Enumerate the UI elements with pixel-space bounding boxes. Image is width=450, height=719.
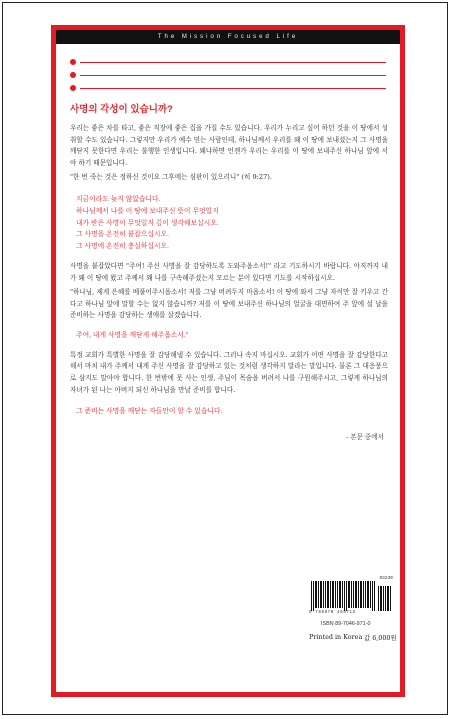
paragraph: "하나님, 제게 은혜를 베풀어주시옵소서! 저를 그냥 버려두지 마옵소서! 이 땅에 와서 그냥 자식만 잘 키우고 간다고 하나님 앞에 말할 수는 없지 않습니까? 저를 이 땅에 보내주신 하나님의 얼굴을 대면하여 주 앞에 설 날을 준비하는 사명을 감당하는 생애를 살겠습니다.	[70, 288, 388, 320]
printed-in-label: Printed in Korea	[309, 633, 363, 641]
bullet-dot	[70, 85, 76, 91]
series-title: The Mission Focused Life	[157, 34, 299, 40]
barcode-addon-digits: 03230	[379, 576, 393, 581]
quote-line: 하나님께서 나를 이 땅에 보내주신 뜻이 무엇일지	[76, 207, 219, 215]
isbn-label: ISBN 89-7046-971-0	[321, 621, 371, 627]
book-back-cover	[2, 2, 448, 715]
quote-line: 지금이라도 늦지 않았습니다.	[76, 195, 161, 203]
cover-text	[70, 104, 388, 443]
rule-line	[70, 82, 386, 95]
quote-line: 그 사명에 온전히 충실하십시오.	[76, 243, 169, 251]
red-quote: 그 준비는 사명을 깨닫는 자들만이 할 수 있습니다.	[76, 408, 223, 416]
series-title-bar	[56, 30, 400, 44]
quote-line: 내가 받은 사명이 무엇일지 깊이 생각해보십시오.	[76, 219, 219, 227]
barcode	[309, 577, 393, 619]
paragraph: 우리는 좋은 차를 타고, 좋은 직장에 좋은 집을 가질 수도 있습니다. 우리가 누리고 싶어 하던 것을 이 땅에서 성취할 수도 있습니다. 그렇지만 우리가 예수 믿는 사람인데, 하나님께서 우리를 왜 이 땅에 보내셨는지 그 사명을 깨닫지 못한다면 우리는 불행한 인생입니다. 왜냐하면 언젠가 우리는 우리를 이 땅에 보내주신 하나님 앞에 서야 하기 때문입니다.	[70, 124, 388, 167]
paragraph: 사명을 붙잡았다면 "주여! 주신 사명을 잘 감당하도록 도와주옵소서!" 라고 기도하시기 바랍니다. 아직까지 내가 왜 이 땅에 왔고 주께서 왜 나를 구속해주셨는지 모르는 분이 있다면 기도를 시작하십시오.	[70, 261, 388, 282]
bullet-dot	[70, 59, 76, 65]
barcode-bars	[309, 581, 393, 611]
rule-line	[70, 56, 386, 69]
rule-line	[70, 69, 386, 82]
decorative-rules	[70, 56, 386, 95]
bullet-dot	[70, 72, 76, 78]
paragraph: 특정 교회가 특별한 사명을 잘 감당해낼 수 있습니다. 그러나 속지 마십시오. 교회가 어떤 사명을 잘 감당한다고 해서 마치 내가 주께서 내게 주신 사명을 잘 감당하고 있는 것처럼 생각하지 말라는 말입니다. 물론 그 대응풍으로 삼지도 말아야 합니다. 한 번밖에 못 사는 인생, 주님이 목숨을 버려서 나를 구원해주시고, 그렇게 하나님의 자녀가 된 나는 아버지 되신 하나님을 만날 준비를 합니다.	[70, 350, 388, 394]
price-label: 값 6,000원	[364, 634, 397, 642]
section-heading: 사명의 각성이 있습니까?	[70, 104, 173, 115]
source-attribution: - 본문 중에서	[346, 433, 384, 441]
red-quote: 주여, 내게 사명을 깨닫게 해주옵소서."	[76, 331, 189, 339]
scripture-quote: "한 번 죽는 것은 정하신 것이요 그후에는 심판이 있으리니" (히 9:27).	[70, 173, 272, 182]
quote-line: 그 사명을 온전히 붙잡으십시오.	[76, 231, 169, 239]
barcode-digits: 9 788970 469713	[309, 611, 356, 615]
red-quote-block	[76, 194, 388, 253]
